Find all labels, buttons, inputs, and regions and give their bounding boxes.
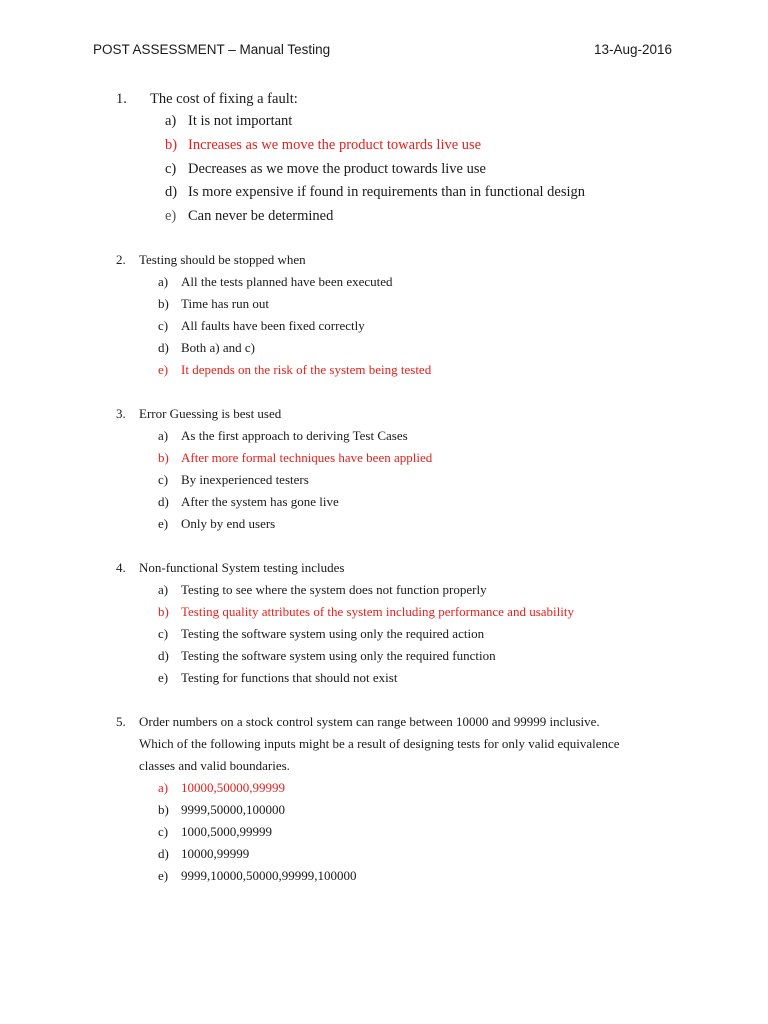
- question-1: [0, 88, 768, 229]
- option-text: 10000,99999: [181, 845, 250, 861]
- option-label: a): [158, 273, 169, 289]
- option-b: [0, 799, 768, 821]
- option-text: Testing for functions that should not exist: [181, 669, 398, 685]
- option-b-correct-answer: [0, 447, 768, 469]
- question-2: [0, 249, 768, 381]
- option-d: [0, 645, 768, 667]
- option-label: a): [165, 113, 177, 129]
- option-text: Testing the software system using only the required action: [181, 625, 485, 641]
- option-e: [0, 205, 768, 229]
- option-label: b): [158, 603, 169, 619]
- option-text: 9999,50000,100000: [181, 801, 285, 817]
- option-c: [0, 821, 768, 843]
- option-text: Time has run out: [181, 295, 269, 311]
- question-number: 3.: [116, 405, 126, 421]
- option-b-correct-answer: [0, 134, 768, 158]
- option-label: b): [158, 295, 169, 311]
- option-label: d): [158, 339, 169, 355]
- option-label: c): [158, 471, 169, 487]
- question-list: [0, 88, 768, 887]
- option-e: [0, 865, 768, 887]
- option-b-correct-answer: [0, 601, 768, 623]
- option-b: [0, 293, 768, 315]
- option-text: By inexperienced testers: [181, 471, 309, 487]
- question-3: [0, 403, 768, 535]
- option-a: [0, 271, 768, 293]
- option-label: e): [165, 208, 177, 225]
- option-a: [0, 425, 768, 447]
- option-e: [0, 513, 768, 535]
- question-4: [0, 557, 768, 689]
- question-text: classes and valid boundaries.: [139, 757, 290, 773]
- option-label: d): [158, 647, 169, 663]
- option-text: Testing to see where the system does not function properly: [181, 581, 487, 597]
- option-e-correct-answer: [0, 359, 768, 381]
- page-header: [93, 42, 672, 57]
- document-date: 13-Aug-2016: [593, 42, 672, 57]
- option-label: c): [158, 317, 169, 333]
- question-4-stem: [0, 557, 768, 579]
- option-label: b): [158, 801, 169, 817]
- option-label: e): [158, 669, 169, 685]
- question-text: Order numbers on a stock control system can range between 10000 and 99999 inclusive.: [139, 713, 600, 729]
- option-label: e): [158, 515, 169, 531]
- option-text: It is not important: [188, 113, 293, 129]
- question-5: [0, 711, 768, 887]
- option-text: All faults have been fixed correctly: [181, 317, 365, 333]
- option-d: [0, 843, 768, 865]
- option-label: a): [158, 581, 169, 597]
- option-label: d): [158, 493, 169, 509]
- option-a: [0, 110, 768, 134]
- option-label: b): [165, 136, 178, 153]
- option-text: 10000,50000,99999: [181, 779, 285, 795]
- question-number: 2.: [116, 251, 126, 267]
- document-title: POST ASSESSMENT – Manual Testing: [93, 42, 331, 57]
- option-d: [0, 491, 768, 513]
- option-label: e): [158, 361, 169, 377]
- option-c: [0, 623, 768, 645]
- option-c: [0, 158, 768, 182]
- question-text: Non-functional System testing includes: [139, 559, 345, 575]
- option-d: [0, 181, 768, 205]
- option-a: [0, 579, 768, 601]
- question-text: Error Guessing is best used: [139, 405, 282, 421]
- option-text: Testing quality attributes of the system including performance and usability: [181, 603, 574, 619]
- option-label: e): [158, 867, 169, 883]
- question-number: 1.: [116, 91, 127, 107]
- option-text: Increases as we move the product towards live use: [188, 136, 482, 153]
- question-5-stem-line-3: [0, 755, 768, 777]
- option-text: All the tests planned have been executed: [181, 273, 393, 289]
- question-5-stem-line-2: [0, 733, 768, 755]
- option-label: c): [158, 823, 169, 839]
- option-c: [0, 315, 768, 337]
- question-text: Testing should be stopped when: [139, 251, 306, 267]
- option-label: d): [158, 845, 169, 861]
- option-text: As the first approach to deriving Test Cases: [181, 427, 408, 443]
- option-a-correct-answer: [0, 777, 768, 799]
- option-e: [0, 667, 768, 689]
- option-text: After the system has gone live: [181, 493, 339, 509]
- option-text: After more formal techniques have been applied: [181, 449, 433, 465]
- option-label: c): [165, 160, 177, 177]
- option-text: 9999,10000,50000,99999,100000: [181, 867, 357, 883]
- option-text: Is more expensive if found in requirements than in functional design: [188, 184, 586, 201]
- question-number: 4.: [116, 559, 126, 575]
- option-c: [0, 469, 768, 491]
- option-d: [0, 337, 768, 359]
- question-text: Which of the following inputs might be a result of designing tests for only valid equivalence: [139, 735, 620, 751]
- option-text: Only by end users: [181, 515, 276, 531]
- option-text: Can never be determined: [188, 208, 334, 225]
- option-text: 1000,5000,99999: [181, 823, 272, 839]
- option-text: Testing the software system using only the required function: [181, 647, 496, 663]
- option-text: Both a) and c): [181, 339, 256, 355]
- option-label: a): [158, 779, 169, 795]
- option-label: d): [165, 184, 178, 201]
- option-label: a): [158, 427, 169, 443]
- option-text: It depends on the risk of the system being tested: [181, 361, 432, 377]
- question-5-stem-line-1: [0, 711, 768, 733]
- question-2-stem: [0, 249, 768, 271]
- option-label: b): [158, 449, 169, 465]
- question-3-stem: [0, 403, 768, 425]
- option-text: Decreases as we move the product towards live use: [188, 160, 486, 177]
- question-number: 5.: [116, 713, 126, 729]
- question-text: The cost of fixing a fault:: [150, 91, 298, 107]
- option-label: c): [158, 625, 169, 641]
- question-1-stem: [0, 88, 768, 110]
